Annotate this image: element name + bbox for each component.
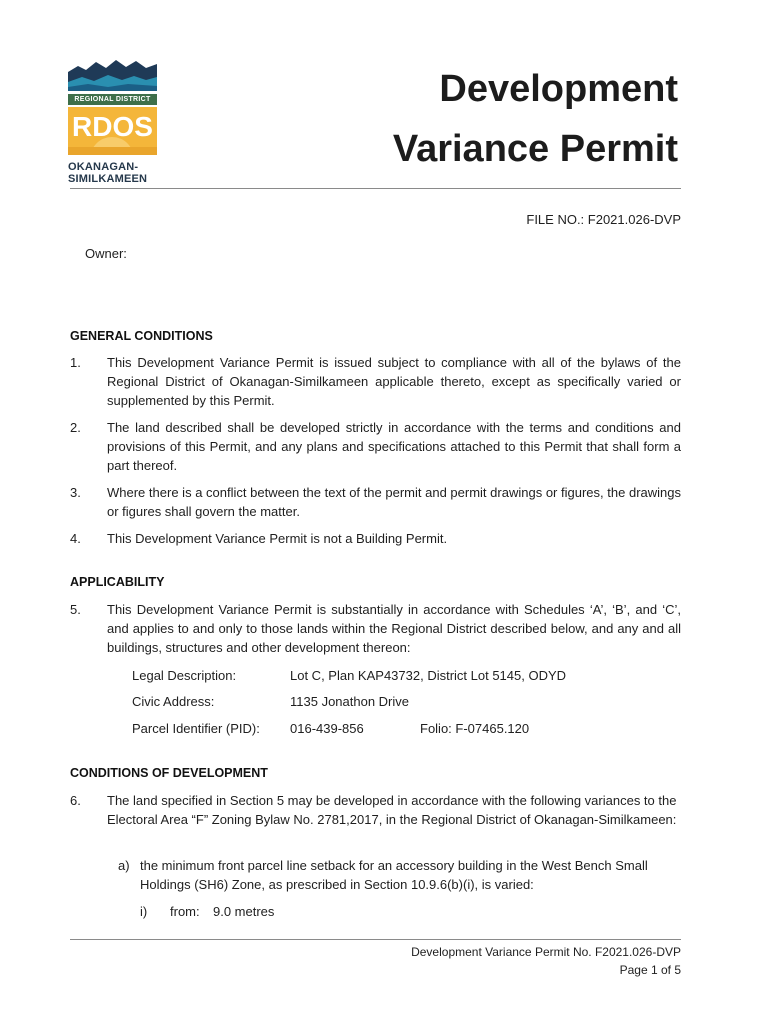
folio-value: Folio: F-07465.120 — [420, 721, 530, 736]
page-title-line1: Development — [439, 68, 678, 110]
item-text: This Development Variance Permit is issued subject to compliance with all of the bylaws of the Regional District of Okanagan-Similkameen applicable thereto, except as specifically varied or supplemented by this Permit. — [107, 355, 681, 408]
logo-rdos-text: RDOS — [72, 111, 153, 142]
owner-label: Owner: — [85, 246, 127, 261]
item-text: This Development Variance Permit is not a Building Permit. — [107, 531, 448, 546]
civic-address-value: 1135 Jonathon Drive — [290, 694, 410, 709]
mountain-icon — [68, 58, 157, 91]
item-number: 1. — [70, 355, 81, 370]
item-text: The land described shall be developed strictly in accordance with the terms and conditions and provisions of this Permit, and any plans and specifications attached to this Permit that shall form a part thereof. — [107, 420, 681, 473]
logo-line1: OKANAGAN- — [68, 161, 139, 173]
item-number: 3. — [70, 485, 81, 500]
variance-a-text: the minimum front parcel line setback for an accessory building in the West Bench Small Holdings (SH6) Zone, as prescribed in Section 10.9.6(b)(i), is varied: — [140, 858, 648, 892]
legal-description-label: Legal Description: — [132, 668, 237, 683]
file-number: FILE NO.: F2021.026-DVP — [526, 212, 681, 227]
item-number: 2. — [70, 420, 81, 435]
item-text: This Development Variance Permit is substantially in accordance with Schedules ‘A’, ‘B’, and ‘C’, and applies to and only to those lands within the Regional District described below, and any and all buildings, structures and other development thereon: — [107, 602, 681, 655]
logo-regional-district: REGIONAL DISTRICT — [68, 94, 157, 105]
item-number: 6. — [70, 793, 81, 808]
logo-line2: SIMILKAMEEN — [68, 173, 148, 185]
pid-label: Parcel Identifier (PID): — [132, 721, 260, 736]
variance-i-marker: i) — [140, 904, 148, 919]
footer-permit-number: Development Variance Permit No. F2021.026-DVP — [411, 945, 681, 959]
pid-value: 016-439-856 — [290, 721, 364, 736]
item-text: Where there is a conflict between the text of the permit and permit drawings or figures, the drawings or figures shall govern the matter. — [107, 485, 681, 519]
section-heading-general: GENERAL CONDITIONS — [70, 329, 213, 343]
logo-rdos-band — [68, 107, 157, 155]
variance-i-from: from: — [170, 904, 200, 919]
legal-description-value: Lot C, Plan KAP43732, District Lot 5145, ODYD — [290, 668, 567, 683]
page-title-line2: Variance Permit — [392, 128, 678, 170]
item-number: 5. — [70, 602, 81, 617]
item-text: The land specified in Section 5 may be developed in accordance with the following variances to the Electoral Area “F” Zoning Bylaw No. 2781,2017, in the Regional District of Okanagan-Similkameen: — [107, 793, 677, 827]
variance-a-marker: a) — [118, 858, 130, 873]
variance-i-value: 9.0 metres — [213, 904, 275, 919]
header-divider — [70, 188, 681, 189]
footer-divider — [70, 939, 681, 940]
section-heading-conditions: CONDITIONS OF DEVELOPMENT — [70, 766, 268, 780]
item-number: 4. — [70, 531, 81, 546]
footer-page-number: Page 1 of 5 — [619, 963, 681, 977]
civic-address-label: Civic Address: — [132, 694, 215, 709]
section-heading-applicability: APPLICABILITY — [70, 575, 165, 589]
rdos-logo — [66, 58, 162, 188]
